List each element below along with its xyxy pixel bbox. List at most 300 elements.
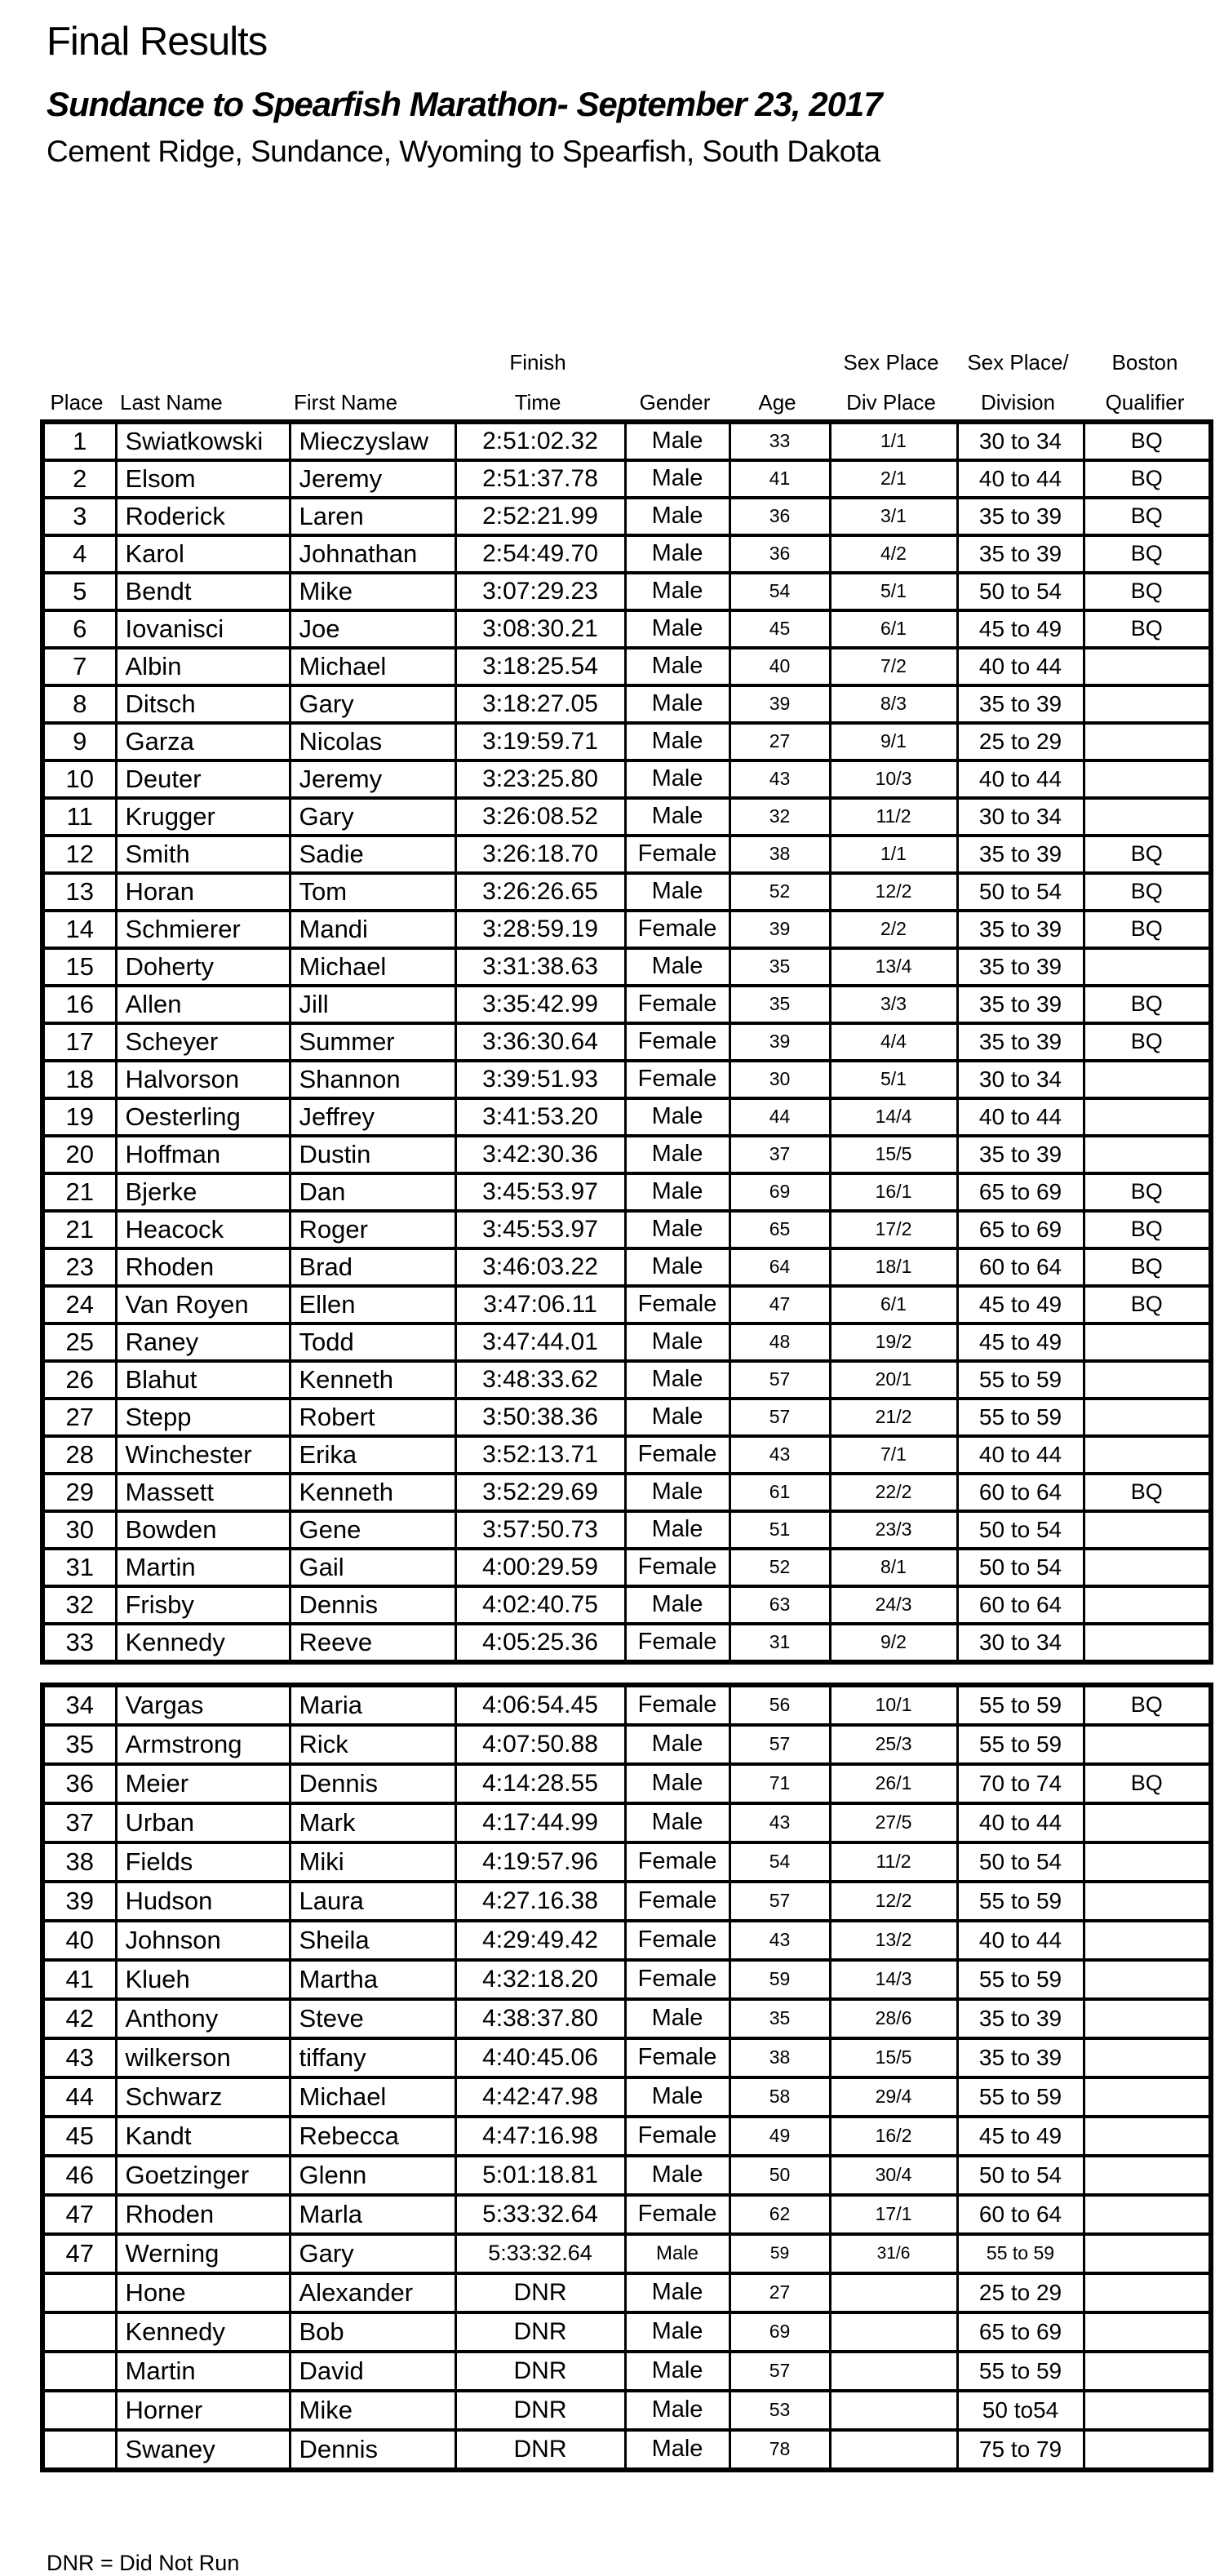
- cell-gender: Female: [625, 1549, 730, 1586]
- cell-sex-place-div-place: 7/2: [830, 648, 957, 685]
- cell-first-name: Michael: [290, 648, 455, 685]
- cell-place: 1: [42, 422, 116, 460]
- cell-sex-place-div-place: 27/5: [830, 1803, 957, 1842]
- cell-last-name: Doherty: [116, 948, 290, 986]
- cell-boston-qualifier: [1084, 685, 1211, 723]
- cell-first-name: Dustin: [290, 1136, 455, 1173]
- cell-last-name: Martin: [116, 1549, 290, 1586]
- cell-sex-place-division: 35 to 39: [957, 836, 1084, 873]
- cell-finish-time: 4:47:16.98: [455, 2117, 625, 2156]
- cell-finish-time: 3:26:08.52: [455, 798, 625, 836]
- cell-gender: Male: [625, 1248, 730, 1286]
- cell-sex-place-division: 30 to 34: [957, 1061, 1084, 1098]
- cell-boston-qualifier: [1084, 723, 1211, 760]
- cell-finish-time: 4:32:18.20: [455, 1960, 625, 1999]
- cell-first-name: Rebecca: [290, 2117, 455, 2156]
- cell-gender: Male: [625, 760, 730, 798]
- cell-place: 17: [42, 1023, 116, 1061]
- cell-first-name: Jeffrey: [290, 1098, 455, 1136]
- cell-last-name: Bendt: [116, 573, 290, 610]
- cell-finish-time: 3:07:29.23: [455, 573, 625, 610]
- cell-first-name: Dennis: [290, 2430, 455, 2470]
- result-row: [42, 1803, 1211, 1842]
- cell-gender: Male: [625, 460, 730, 498]
- header-first-name: First Name: [294, 389, 398, 415]
- cell-last-name: Van Royen: [116, 1286, 290, 1323]
- cell-place: 42: [42, 1999, 116, 2038]
- cell-age: 43: [730, 1436, 830, 1474]
- cell-first-name: Mark: [290, 1803, 455, 1842]
- cell-finish-time: 3:46:03.22: [455, 1248, 625, 1286]
- cell-gender: Male: [625, 1999, 730, 2038]
- cell-place: 45: [42, 2117, 116, 2156]
- cell-place: [42, 2430, 116, 2470]
- cell-sex-place-division: 50 to54: [957, 2391, 1084, 2430]
- cell-sex-place-division: 30 to 34: [957, 1624, 1084, 1662]
- cell-last-name: Kennedy: [116, 1624, 290, 1662]
- cell-finish-time: DNR: [455, 2312, 625, 2352]
- cell-sex-place-division: 40 to 44: [957, 460, 1084, 498]
- result-row: [42, 1624, 1211, 1662]
- cell-first-name: Shannon: [290, 1061, 455, 1098]
- cell-boston-qualifier: [1084, 1361, 1211, 1399]
- cell-boston-qualifier: BQ: [1084, 1685, 1211, 1725]
- result-row: [42, 1248, 1211, 1286]
- cell-first-name: Tom: [290, 873, 455, 911]
- cell-age: 78: [730, 2430, 830, 2470]
- cell-first-name: Dennis: [290, 1764, 455, 1803]
- cell-age: 52: [730, 873, 830, 911]
- cell-age: 65: [730, 1211, 830, 1248]
- result-row: [42, 1173, 1211, 1211]
- cell-age: 39: [730, 685, 830, 723]
- cell-sex-place-div-place: 23/3: [830, 1511, 957, 1549]
- cell-gender: Male: [625, 2391, 730, 2430]
- cell-boston-qualifier: BQ: [1084, 1474, 1211, 1511]
- cell-gender: Male: [625, 1725, 730, 1764]
- cell-place: 15: [42, 948, 116, 986]
- cell-sex-place-div-place: 14/3: [830, 1960, 957, 1999]
- cell-sex-place-div-place: 15/5: [830, 2038, 957, 2077]
- cell-place: 16: [42, 986, 116, 1023]
- cell-boston-qualifier: [1084, 2234, 1211, 2273]
- cell-place: 14: [42, 911, 116, 948]
- cell-sex-place-division: 55 to 59: [957, 2352, 1084, 2391]
- cell-last-name: Garza: [116, 723, 290, 760]
- cell-sex-place-div-place: 15/5: [830, 1136, 957, 1173]
- cell-age: 35: [730, 1999, 830, 2038]
- cell-sex-place-division: 50 to 54: [957, 2156, 1084, 2195]
- cell-boston-qualifier: BQ: [1084, 535, 1211, 573]
- cell-finish-time: 3:57:50.73: [455, 1511, 625, 1549]
- cell-gender: Female: [625, 2117, 730, 2156]
- cell-last-name: Heacock: [116, 1211, 290, 1248]
- cell-sex-place-division: 50 to 54: [957, 1842, 1084, 1882]
- cell-sex-place-div-place: 26/1: [830, 1764, 957, 1803]
- cell-sex-place-div-place: 3/3: [830, 986, 957, 1023]
- cell-sex-place-div-place: 31/6: [830, 2234, 957, 2273]
- cell-finish-time: 3:28:59.19: [455, 911, 625, 948]
- cell-boston-qualifier: [1084, 1399, 1211, 1436]
- cell-finish-time: 2:51:37.78: [455, 460, 625, 498]
- result-row: [42, 2195, 1211, 2234]
- cell-sex-place-div-place: 12/2: [830, 1882, 957, 1921]
- cell-place: 26: [42, 1361, 116, 1399]
- cell-gender: Male: [625, 1803, 730, 1842]
- cell-finish-time: 3:39:51.93: [455, 1061, 625, 1098]
- cell-sex-place-div-place: 14/4: [830, 1098, 957, 1136]
- cell-place: 47: [42, 2234, 116, 2273]
- cell-age: 54: [730, 1842, 830, 1882]
- cell-sex-place-div-place: 25/3: [830, 1725, 957, 1764]
- cell-sex-place-division: 60 to 64: [957, 1248, 1084, 1286]
- cell-sex-place-division: 70 to 74: [957, 1764, 1084, 1803]
- header-qualifier: Qualifier: [1105, 389, 1185, 415]
- header-top-first-name: [287, 344, 453, 379]
- cell-last-name: Fields: [116, 1842, 290, 1882]
- cell-age: 38: [730, 836, 830, 873]
- cell-sex-place-div-place: 30/4: [830, 2156, 957, 2195]
- result-row: [42, 798, 1211, 836]
- result-row: [42, 1511, 1211, 1549]
- cell-age: 50: [730, 2156, 830, 2195]
- cell-finish-time: 4:05:25.36: [455, 1624, 625, 1662]
- cell-boston-qualifier: BQ: [1084, 873, 1211, 911]
- cell-gender: Male: [625, 1136, 730, 1173]
- result-row: [42, 422, 1211, 460]
- cell-sex-place-div-place: 21/2: [830, 1399, 957, 1436]
- cell-boston-qualifier: [1084, 1960, 1211, 1999]
- cell-sex-place-div-place: 6/1: [830, 1286, 957, 1323]
- cell-age: 57: [730, 2352, 830, 2391]
- cell-finish-time: 3:18:25.54: [455, 648, 625, 685]
- header-age: Age: [758, 389, 796, 415]
- event-subtitle: Sundance to Spearfish Marathon- September 23, 2017: [47, 84, 882, 123]
- cell-age: 43: [730, 760, 830, 798]
- cell-age: 38: [730, 2038, 830, 2077]
- cell-sex-place-div-place: 17/1: [830, 2195, 957, 2234]
- cell-sex-place-division: 55 to 59: [957, 2077, 1084, 2117]
- cell-sex-place-div-place: 29/4: [830, 2077, 957, 2117]
- cell-first-name: Robert: [290, 1399, 455, 1436]
- cell-sex-place-division: 60 to 64: [957, 1586, 1084, 1624]
- cell-place: 36: [42, 1764, 116, 1803]
- result-row: [42, 2312, 1211, 2352]
- cell-place: 41: [42, 1960, 116, 1999]
- cell-sex-place-div-place: 7/1: [830, 1436, 957, 1474]
- cell-sex-place-div-place: 11/2: [830, 798, 957, 836]
- cell-boston-qualifier: [1084, 948, 1211, 986]
- cell-sex-place-division: 25 to 29: [957, 2273, 1084, 2312]
- cell-boston-qualifier: [1084, 1999, 1211, 2038]
- cell-sex-place-div-place: 16/1: [830, 1173, 957, 1211]
- cell-first-name: Laren: [290, 498, 455, 535]
- cell-gender: Female: [625, 1960, 730, 1999]
- cell-last-name: Allen: [116, 986, 290, 1023]
- cell-boston-qualifier: BQ: [1084, 1286, 1211, 1323]
- cell-gender: Male: [625, 1764, 730, 1803]
- result-row: [42, 1842, 1211, 1882]
- cell-sex-place-div-place: 16/2: [830, 2117, 957, 2156]
- cell-age: 37: [730, 1136, 830, 1173]
- cell-sex-place-division: 55 to 59: [957, 1882, 1084, 1921]
- cell-place: 6: [42, 610, 116, 648]
- cell-finish-time: 3:45:53.97: [455, 1173, 625, 1211]
- cell-sex-place-division: 45 to 49: [957, 1323, 1084, 1361]
- cell-sex-place-division: 45 to 49: [957, 2117, 1084, 2156]
- header-top-last-name: [113, 344, 287, 379]
- cell-sex-place-div-place: [830, 2352, 957, 2391]
- cell-sex-place-div-place: 6/1: [830, 610, 957, 648]
- cell-age: 71: [730, 1764, 830, 1803]
- cell-finish-time: 4:17:44.99: [455, 1803, 625, 1842]
- cell-age: 59: [730, 2234, 830, 2273]
- cell-boston-qualifier: [1084, 1842, 1211, 1882]
- cell-sex-place-div-place: 4/2: [830, 535, 957, 573]
- cell-boston-qualifier: [1084, 2391, 1211, 2430]
- cell-place: 12: [42, 836, 116, 873]
- cell-boston-qualifier: BQ: [1084, 1764, 1211, 1803]
- cell-last-name: Bjerke: [116, 1173, 290, 1211]
- cell-finish-time: 3:08:30.21: [455, 610, 625, 648]
- cell-first-name: Glenn: [290, 2156, 455, 2195]
- result-row: [42, 2077, 1211, 2117]
- cell-age: 57: [730, 1725, 830, 1764]
- cell-last-name: Rhoden: [116, 1248, 290, 1286]
- result-row: [42, 648, 1211, 685]
- cell-first-name: Laura: [290, 1882, 455, 1921]
- cell-sex-place-division: 35 to 39: [957, 685, 1084, 723]
- result-row: [42, 1725, 1211, 1764]
- cell-age: 69: [730, 1173, 830, 1211]
- cell-sex-place-division: 60 to 64: [957, 1474, 1084, 1511]
- cell-place: 29: [42, 1474, 116, 1511]
- cell-last-name: Martin: [116, 2352, 290, 2391]
- cell-age: 56: [730, 1685, 830, 1725]
- cell-last-name: Smith: [116, 836, 290, 873]
- cell-first-name: Jill: [290, 986, 455, 1023]
- cell-boston-qualifier: [1084, 2038, 1211, 2077]
- cell-boston-qualifier: [1084, 1511, 1211, 1549]
- cell-sex-place-division: 35 to 39: [957, 1023, 1084, 1061]
- cell-last-name: Albin: [116, 648, 290, 685]
- cell-sex-place-division: 55 to 59: [957, 1685, 1084, 1725]
- cell-sex-place-div-place: 8/1: [830, 1549, 957, 1586]
- cell-place: 9: [42, 723, 116, 760]
- cell-finish-time: 4:06:54.45: [455, 1685, 625, 1725]
- cell-first-name: Mike: [290, 2391, 455, 2430]
- cell-finish-time: 5:01:18.81: [455, 2156, 625, 2195]
- cell-last-name: Werning: [116, 2234, 290, 2273]
- cell-finish-time: 3:47:44.01: [455, 1323, 625, 1361]
- cell-last-name: Goetzinger: [116, 2156, 290, 2195]
- cell-sex-place-division: 30 to 34: [957, 798, 1084, 836]
- cell-place: [42, 2391, 116, 2430]
- cell-finish-time: 3:35:42.99: [455, 986, 625, 1023]
- cell-place: 47: [42, 2195, 116, 2234]
- cell-sex-place-div-place: 12/2: [830, 873, 957, 911]
- cell-first-name: Summer: [290, 1023, 455, 1061]
- result-row: [42, 1361, 1211, 1399]
- cell-boston-qualifier: BQ: [1084, 498, 1211, 535]
- cell-last-name: Hoffman: [116, 1136, 290, 1173]
- cell-sex-place-division: 40 to 44: [957, 648, 1084, 685]
- cell-age: 64: [730, 1248, 830, 1286]
- cell-age: 39: [730, 1023, 830, 1061]
- header-place: Place: [50, 389, 104, 415]
- cell-sex-place-division: 65 to 69: [957, 1211, 1084, 1248]
- result-row: [42, 1061, 1211, 1098]
- cell-place: 20: [42, 1136, 116, 1173]
- cell-gender: Female: [625, 1921, 730, 1960]
- cell-age: 62: [730, 2195, 830, 2234]
- cell-last-name: Frisby: [116, 1586, 290, 1624]
- cell-boston-qualifier: [1084, 1061, 1211, 1098]
- result-row: [42, 2273, 1211, 2312]
- results-column-headers: [40, 344, 1208, 419]
- result-row: [42, 535, 1211, 573]
- cell-boston-qualifier: BQ: [1084, 1211, 1211, 1248]
- cell-place: 8: [42, 685, 116, 723]
- cell-boston-qualifier: [1084, 1549, 1211, 1586]
- cell-boston-qualifier: BQ: [1084, 1173, 1211, 1211]
- cell-boston-qualifier: BQ: [1084, 1248, 1211, 1286]
- cell-gender: Male: [625, 1474, 730, 1511]
- result-row: [42, 1999, 1211, 2038]
- cell-sex-place-div-place: 5/1: [830, 1061, 957, 1098]
- cell-age: 57: [730, 1399, 830, 1436]
- result-row: [42, 685, 1211, 723]
- cell-boston-qualifier: [1084, 1436, 1211, 1474]
- cell-gender: Male: [625, 2273, 730, 2312]
- cell-boston-qualifier: [1084, 2273, 1211, 2312]
- cell-age: 35: [730, 948, 830, 986]
- cell-sex-place-div-place: 4/4: [830, 1023, 957, 1061]
- cell-sex-place-division: 45 to 49: [957, 610, 1084, 648]
- cell-age: 63: [730, 1586, 830, 1624]
- cell-gender: Male: [625, 2234, 730, 2273]
- cell-first-name: Michael: [290, 2077, 455, 2117]
- result-row: [42, 873, 1211, 911]
- cell-age: 69: [730, 2312, 830, 2352]
- cell-sex-place-division: 35 to 39: [957, 986, 1084, 1023]
- result-row: [42, 1960, 1211, 1999]
- cell-sex-place-division: 35 to 39: [957, 1136, 1084, 1173]
- cell-last-name: Vargas: [116, 1685, 290, 1725]
- cell-gender: Male: [625, 2352, 730, 2391]
- cell-last-name: Oesterling: [116, 1098, 290, 1136]
- result-row: [42, 1023, 1211, 1061]
- cell-last-name: Bowden: [116, 1511, 290, 1549]
- cell-age: 45: [730, 610, 830, 648]
- cell-age: 57: [730, 1882, 830, 1921]
- cell-place: 32: [42, 1586, 116, 1624]
- cell-boston-qualifier: [1084, 1725, 1211, 1764]
- cell-gender: Male: [625, 1211, 730, 1248]
- cell-sex-place-div-place: 3/1: [830, 498, 957, 535]
- cell-last-name: Johnson: [116, 1921, 290, 1960]
- cell-first-name: Roger: [290, 1211, 455, 1248]
- cell-last-name: Hone: [116, 2273, 290, 2312]
- cell-age: 43: [730, 1921, 830, 1960]
- result-row: [42, 460, 1211, 498]
- cell-gender: Female: [625, 1685, 730, 1725]
- cell-age: 32: [730, 798, 830, 836]
- cell-place: 43: [42, 2038, 116, 2077]
- cell-gender: Female: [625, 911, 730, 948]
- cell-last-name: Schmierer: [116, 911, 290, 948]
- cell-place: 25: [42, 1323, 116, 1361]
- result-row: [42, 2234, 1211, 2273]
- cell-last-name: Raney: [116, 1323, 290, 1361]
- result-row: [42, 2352, 1211, 2391]
- cell-sex-place-division: 35 to 39: [957, 535, 1084, 573]
- cell-last-name: Krugger: [116, 798, 290, 836]
- cell-place: 38: [42, 1842, 116, 1882]
- cell-sex-place-division: 35 to 39: [957, 948, 1084, 986]
- results-table-section-2: [40, 1683, 1213, 2472]
- cell-first-name: Gene: [290, 1511, 455, 1549]
- cell-age: 27: [730, 723, 830, 760]
- cell-boston-qualifier: BQ: [1084, 911, 1211, 948]
- cell-last-name: Iovanisci: [116, 610, 290, 648]
- cell-first-name: David: [290, 2352, 455, 2391]
- cell-sex-place-division: 55 to 59: [957, 2234, 1084, 2273]
- cell-finish-time: 3:26:18.70: [455, 836, 625, 873]
- cell-sex-place-div-place: 9/2: [830, 1624, 957, 1662]
- result-row: [42, 911, 1211, 948]
- cell-boston-qualifier: [1084, 1136, 1211, 1173]
- cell-gender: Male: [625, 610, 730, 648]
- cell-place: 33: [42, 1624, 116, 1662]
- cell-finish-time: 4:00:29.59: [455, 1549, 625, 1586]
- cell-place: 23: [42, 1248, 116, 1286]
- cell-sex-place-div-place: 9/1: [830, 723, 957, 760]
- cell-sex-place-division: 55 to 59: [957, 1361, 1084, 1399]
- cell-last-name: Stepp: [116, 1399, 290, 1436]
- cell-finish-time: DNR: [455, 2273, 625, 2312]
- cell-age: 47: [730, 1286, 830, 1323]
- result-row: [42, 1586, 1211, 1624]
- header-gender: Gender: [639, 389, 711, 415]
- cell-age: 58: [730, 2077, 830, 2117]
- cell-sex-place-div-place: 17/2: [830, 1211, 957, 1248]
- cell-place: 40: [42, 1921, 116, 1960]
- result-row: [42, 610, 1211, 648]
- result-row: [42, 573, 1211, 610]
- result-row: [42, 2038, 1211, 2077]
- cell-boston-qualifier: [1084, 2430, 1211, 2470]
- cell-first-name: Dan: [290, 1173, 455, 1211]
- cell-finish-time: 4:38:37.80: [455, 1999, 625, 2038]
- cell-boston-qualifier: BQ: [1084, 836, 1211, 873]
- cell-last-name: Hudson: [116, 1882, 290, 1921]
- cell-age: 48: [730, 1323, 830, 1361]
- cell-boston-qualifier: BQ: [1084, 422, 1211, 460]
- page-title: Final Results: [47, 20, 268, 64]
- dnr-footnote: DNR = Did Not Run: [47, 2550, 240, 2575]
- cell-last-name: Kandt: [116, 2117, 290, 2156]
- cell-age: 59: [730, 1960, 830, 1999]
- cell-last-name: Massett: [116, 1474, 290, 1511]
- header-top-age: [727, 344, 827, 379]
- cell-sex-place-div-place: 1/1: [830, 836, 957, 873]
- cell-sex-place-division: 55 to 59: [957, 1399, 1084, 1436]
- cell-age: 49: [730, 2117, 830, 2156]
- cell-age: 44: [730, 1098, 830, 1136]
- cell-place: 24: [42, 1286, 116, 1323]
- cell-place: 28: [42, 1436, 116, 1474]
